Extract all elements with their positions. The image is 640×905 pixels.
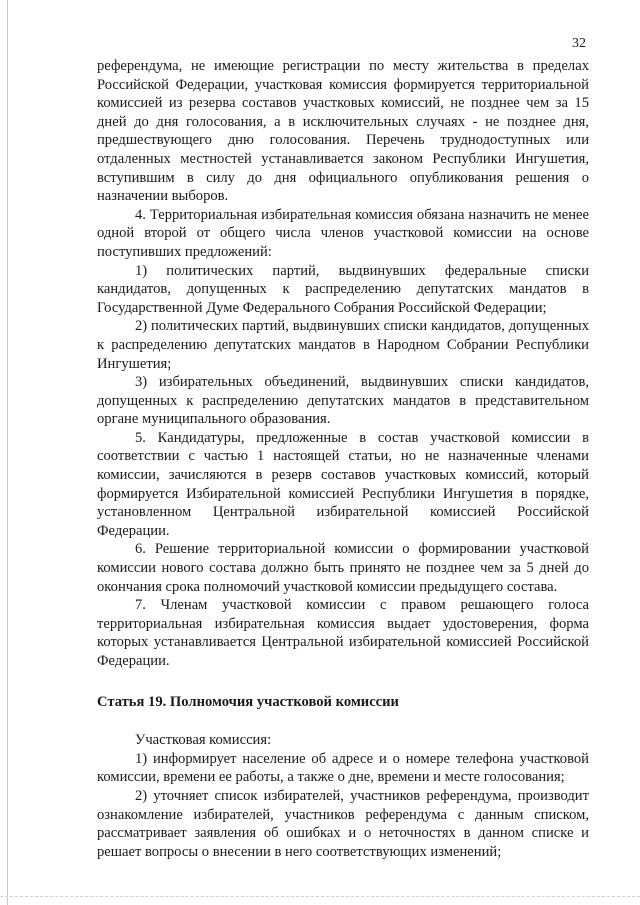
paragraph-item-4-2: 2) политических партий, выдвинувших списки кандидатов, допущенных к распределению депутатских мандатов в Народном Собрании Республики Ингушетия; <box>97 318 589 372</box>
paragraph-continuation: референдума, не имеющие регистрации по месту жительства в пределах Российской Федерации, участковая комиссия формируется территориальной комиссией из резерва составов участковых комиссий, не позднее чем за 15 дней до дня голосования, а в исключительных случаях - не позднее дня, предшествующего дню голосования. Перечень труднодоступных или отдаленных местностей устанавливается законом Республики Ингушетия, вступившим в силу до дня официального опубликования решения о назначении выборов. <box>97 58 589 205</box>
article-heading: Статья 19. Полномочия участковой комиссии <box>97 693 399 710</box>
paragraph-item-7: 7. Членам участковой комиссии с правом решающего голоса территориальная избирательная комиссия выдает удостоверения, форма которых устанавливается Центральной избирательной комиссией Российской Федерации. <box>97 597 589 669</box>
paragraph-item-4-3: 3) избирательных объединений, выдвинувших списки кандидатов, допущенных к распределению депутатских мандатов в представительном органе муниципального образования. <box>97 374 589 428</box>
scan-left-edge <box>7 0 8 905</box>
article-item-2: 2) уточняет список избирателей, участников референдума, производит ознакомление избирателей, участников референдума с данным списком, рассматривает заявления об ошибках и о неточностях в данном списке и решает вопросы о внесении в него соответствующих изменений; <box>97 787 589 860</box>
paragraph-item-4: 4. Территориальная избирательная комиссия обязана назначить не менее одной второй от общего числа членов участковой комиссии на основе поступивших предложений: <box>97 206 589 260</box>
document-body <box>97 57 589 861</box>
paragraph-item-5: 5. Кандидатуры, предложенные в состав участковой комиссии в соответствии с частью 1 настоящей статьи, но не назначенные членами комиссии, зачисляются в резерв составов участковых комиссий, который формируется Избирательной комиссией Республики Ингушетия в порядке, установленном Центральной избирательной комиссией Российской Федерации. <box>97 429 589 539</box>
paragraph-item-6: 6. Решение территориальной комиссии о формировании участковой комиссии нового состава должно быть принято не позднее чем за 5 дней до окончания срока полномочий участковой комиссии предыдущего состава. <box>97 541 589 595</box>
article-item-1: 1) информирует население об адресе и о номере телефона участковой комиссии, времени ее работы, а также о дне, времени и месте голосования; <box>97 750 589 786</box>
scan-bottom-edge <box>0 896 640 899</box>
article-intro: Участковая комиссия: <box>135 732 272 749</box>
paragraph-item-4-1: 1) политических партий, выдвинувших федеральные списки кандидатов, допущенных к распределению депутатских мандатов в Государственной Думе Федерального Собрания Российской Федерации; <box>97 262 589 316</box>
page-number: 32 <box>572 36 586 51</box>
